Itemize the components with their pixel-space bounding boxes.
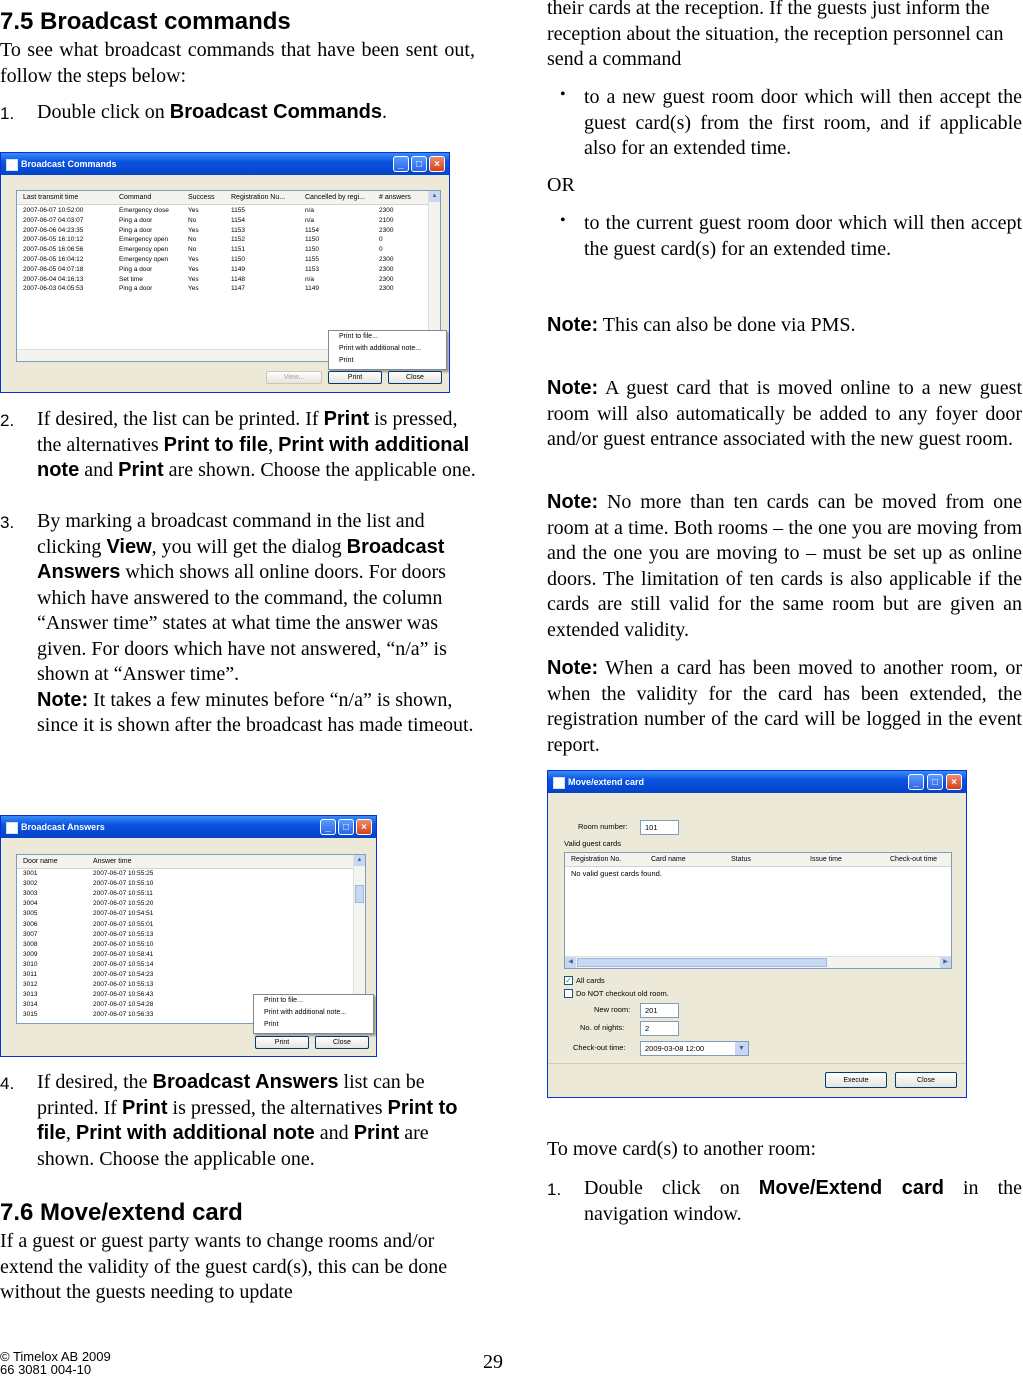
table-cell: 1149 [231, 265, 245, 273]
table-cell: 3005 [23, 910, 38, 918]
table-cell: 2007-06-03 04:05:53 [23, 285, 84, 293]
scroll-up-icon[interactable]: ▲ [429, 191, 440, 202]
menu-item[interactable]: Print with additional note... [264, 1009, 347, 1016]
close-button[interactable]: Close [315, 1036, 369, 1049]
all-cards-checkbox[interactable]: ✓ [565, 976, 572, 985]
column-header: Cancelled by regi... [305, 194, 365, 201]
table-cell: 2300 [379, 285, 394, 293]
nights-label: No. of nights: [580, 1023, 625, 1032]
table-cell: 2007-06-07 10:55:13 [93, 930, 154, 938]
table-cell: 2100 [379, 216, 394, 224]
table-cell: 1153 [305, 265, 319, 273]
table-cell: 2300 [379, 226, 394, 234]
move-intro: To move card(s) to another room: [547, 1138, 817, 1160]
step-4-number: 4. [0, 1074, 15, 1093]
move-extend-card-dialog [547, 770, 967, 1098]
new-room-label: New room: [594, 1005, 631, 1014]
close-icon[interactable]: × [429, 156, 445, 172]
footer-copyright: © Timelox AB 2009 [0, 1349, 111, 1364]
table-cell: 1155 [305, 256, 319, 263]
valid-guest-cards-label: Valid guest cards [564, 839, 621, 848]
table-cell: n/a [305, 216, 315, 224]
vertical-scrollbar[interactable] [428, 191, 440, 350]
move-step-1-number: 1. [547, 1180, 562, 1199]
section-7-6-heading: 7.6 Move/extend card [0, 1199, 243, 1226]
menu-item[interactable]: Print [339, 357, 354, 364]
list-header [17, 855, 365, 869]
table-cell: n/a [305, 207, 315, 214]
checkout-time-select[interactable] [640, 1041, 749, 1056]
dialog-title: Broadcast Answers [21, 822, 105, 832]
move-step-1-text: Double click on Move/Extend card in the navigation window. [584, 1177, 1023, 1225]
scroll-up-icon[interactable]: ▲ [354, 855, 365, 866]
table-cell: Emergency open [119, 236, 169, 244]
column-header: Door name [23, 858, 58, 865]
menu-item[interactable]: Print to file... [264, 997, 303, 1004]
footer-docnum: 66 3081 004-10 [0, 1362, 92, 1377]
table-cell: 1150 [305, 236, 319, 244]
table-cell: 1152 [231, 236, 245, 244]
table-cell: 2007-06-07 10:55:20 [93, 900, 154, 908]
table-cell: Ping a door [119, 216, 153, 224]
close-icon[interactable]: × [356, 819, 372, 835]
or-text: OR [547, 174, 575, 196]
scroll-thumb[interactable] [355, 885, 364, 903]
scroll-thumb[interactable] [577, 958, 827, 967]
column-header: Registration No. [571, 856, 622, 863]
minimize-icon[interactable]: _ [908, 774, 924, 790]
table-cell: Yes [188, 265, 199, 273]
table-cell: Yes [188, 207, 199, 214]
column-header: Command [119, 194, 152, 201]
horizontal-scrollbar[interactable] [565, 956, 951, 968]
section-7-5-intro: To see what broadcast commands that have been sent out, follow the steps below: [0, 39, 475, 87]
table-cell: 1148 [231, 275, 245, 283]
do-not-checkout-checkbox[interactable] [564, 989, 573, 998]
table-cell: 3010 [23, 960, 38, 968]
room-number-label: Room number: [578, 822, 628, 831]
table-cell: Ping a door [119, 285, 153, 293]
table-cell: 2007-06-04 04:16:13 [23, 275, 84, 283]
table-cell: 2007-06-07 10:54:28 [93, 1001, 154, 1009]
close-button[interactable]: Close [895, 1072, 957, 1088]
maximize-icon[interactable]: □ [338, 819, 354, 835]
column-header: Registration Nu... [231, 194, 286, 201]
column-header: Last transmit time [23, 194, 79, 201]
bullet-2-text: to the current guest room door which will then accept the guest card(s) for an extended time. [584, 212, 1022, 260]
title-bar [1, 153, 449, 175]
table-cell: 2007-06-07 10:52:00 [23, 207, 84, 214]
step-1-text: Double click on Broadcast Commands. [37, 101, 388, 123]
column-header: Issue time [810, 856, 842, 863]
table-cell: Yes [188, 275, 199, 283]
table-cell: No [188, 236, 197, 244]
table-cell: Yes [188, 256, 199, 263]
table-cell: 2007-06-07 10:54:23 [93, 971, 154, 978]
list-header [565, 853, 951, 867]
table-cell: 2007-06-05 04:07:18 [23, 265, 84, 273]
table-cell: 1151 [231, 246, 245, 254]
table-cell: 3008 [23, 940, 38, 948]
section-7-5-heading: 7.5 Broadcast commands [0, 8, 291, 35]
column-header: Status [731, 856, 751, 863]
app-icon [553, 777, 565, 789]
table-cell: Emergency open [119, 246, 169, 254]
table-cell: 1150 [231, 256, 245, 263]
table-cell: Yes [188, 226, 199, 234]
table-cell: 3015 [23, 1011, 38, 1019]
table-cell: 1153 [231, 226, 245, 234]
table-cell: 1154 [305, 226, 319, 234]
table-cell: No [188, 246, 197, 254]
table-cell: 2007-06-06 04:23:35 [23, 226, 84, 234]
table-cell: 3012 [23, 981, 38, 989]
table-cell: No [188, 216, 197, 224]
print-context-menu [253, 994, 374, 1034]
table-cell: n/a [305, 275, 315, 283]
table-cell: 0 [379, 246, 383, 254]
column-header: Success [188, 194, 215, 201]
note-pms: Note: This can also be done via PMS. [547, 314, 856, 336]
table-cell: Ping a door [119, 265, 153, 273]
table-cell: 2007-06-07 10:55:14 [93, 960, 154, 968]
bullet-1-text: to a new guest room door which will then accept the guest card(s) from the first room, and if applicable also for an extended time. [584, 86, 1022, 159]
table-cell: 2007-06-05 16:10:12 [23, 236, 84, 244]
dialog-title: Broadcast Commands [21, 159, 117, 169]
valid-cards-list[interactable] [564, 852, 952, 969]
table-cell: Yes [188, 285, 199, 293]
menu-item[interactable]: Print [264, 1021, 279, 1028]
table-cell: 2007-06-05 16:06:56 [23, 246, 84, 254]
title-bar [1, 816, 376, 838]
column-header: Card name [651, 856, 686, 863]
do-not-checkout-label: Do NOT checkout old room. [576, 989, 669, 998]
minimize-icon[interactable]: _ [320, 819, 336, 835]
table-cell: 2300 [379, 207, 394, 214]
table-cell: 3002 [23, 880, 38, 888]
table-cell: 1147 [231, 285, 245, 293]
table-cell: 2007-06-07 10:55:01 [93, 920, 154, 928]
table-cell: 2007-06-07 10:55:10 [93, 880, 154, 888]
print-button[interactable]: Print [328, 371, 382, 384]
table-cell: Ping a door [119, 226, 153, 234]
table-cell: 1155 [231, 207, 245, 214]
broadcast-answers-dialog [0, 815, 377, 1057]
list-header [17, 191, 440, 205]
table-cell: 2007-06-07 10:55:11 [93, 890, 153, 898]
column-header: Check-out time [890, 856, 938, 863]
step-2-text: If desired, the list can be printed. If Print is pressed, the alternatives Print to file, Print with additional note and Print are shown. Choose the applicable one. [37, 408, 476, 481]
maximize-icon[interactable]: □ [927, 774, 943, 790]
column-header: # answers [379, 194, 411, 201]
step-4-text: If desired, the Broadcast Answers list can be printed. If Print is pressed, the alternatives Print to file, Print with additional note and Print are shown. Choose the applicable one. [37, 1071, 458, 1170]
table-cell: 2007-06-07 10:54:51 [93, 910, 154, 918]
continued-paragraph: their cards at the reception. If the guests just inform the reception about the situation, the reception personnel can send a command [547, 0, 1004, 70]
checkout-time-value: 2009-03-08 12:00 [645, 1044, 705, 1053]
column-header: Answer time [93, 858, 132, 865]
table-cell: Emergency open [119, 256, 169, 263]
title-bar [548, 771, 966, 793]
step-2-number: 2. [0, 411, 15, 430]
table-cell: 2300 [379, 265, 394, 273]
checkout-time-label: Check-out time: [573, 1043, 626, 1052]
minimize-icon[interactable]: _ [393, 156, 409, 172]
note-foyer: Note: A guest card that is moved online to a new guest room will also automatically be added to any foyer door and/or guest entrance associated with the new guest room. [547, 377, 1022, 450]
step-1-number: 1. [0, 104, 15, 123]
empty-list-message: No valid guest cards found. [571, 869, 662, 878]
table-cell: 2300 [379, 256, 394, 263]
execute-button[interactable]: Execute [825, 1072, 887, 1088]
table-cell: 3014 [23, 1001, 38, 1009]
table-cell: 2300 [379, 275, 394, 283]
table-cell: Set time [119, 275, 143, 283]
page-number: 29 [483, 1351, 503, 1373]
new-room-input[interactable]: 201 [640, 1003, 679, 1018]
section-7-6-intro: If a guest or guest party wants to change rooms and/or extend the validity of the guest card(s), this can be done without the guests needing to update [0, 1230, 448, 1303]
table-cell: 2007-06-07 10:58:41 [93, 950, 154, 958]
scroll-right-icon[interactable]: ▶ [940, 957, 951, 968]
table-cell: Emergency close [119, 207, 169, 214]
table-cell: 3003 [23, 890, 38, 898]
app-icon [6, 822, 18, 834]
print-context-menu [328, 330, 447, 370]
note-ten-cards: Note: No more than ten cards can be moved from one room at a time. Both rooms – the one you are moving from and the one you are moving to – must be set up as online doors. The limitation of ten cards is also applicable if the cards are still valid for the same room but are given an extended validity. [547, 491, 1022, 641]
nights-input[interactable]: 2 [640, 1021, 679, 1036]
table-cell: 3013 [23, 991, 38, 999]
table-cell: 3006 [23, 920, 38, 928]
chevron-down-icon[interactable]: ▼ [735, 1042, 748, 1055]
table-cell: 2007-06-07 10:55:25 [93, 870, 154, 877]
table-cell: 2007-06-07 10:56:43 [93, 991, 154, 999]
close-button[interactable]: Close [388, 371, 442, 384]
view-button[interactable]: View... [266, 371, 322, 384]
table-cell: 0 [379, 236, 383, 244]
table-cell: 2007-06-07 10:55:13 [93, 981, 154, 989]
step-3-text: By marking a broadcast command in the list and clicking View, you will get the dialog Broadcast Answers which shows all online doors. For doors which have answered to the command, the column “Answer time” states at what time the answer was given. For doors which have not answered, “n/a” is shown at “Answer time”. Note: It takes a few minutes before “n/a” is shown, since it is shown after the broadcast has made timeout. [37, 510, 474, 736]
table-cell: 2007-06-07 10:55:10 [93, 940, 154, 948]
bullet-1-marker: • [560, 86, 566, 103]
table-cell: 2007-06-05 16:04:12 [23, 256, 84, 263]
table-cell: 3011 [23, 971, 37, 978]
note-event-report: Note: When a card has been moved to another room, or when the validity for the card has been extended, the registration number of the card will be logged in the event report. [547, 657, 1022, 756]
room-number-input[interactable]: 101 [640, 820, 679, 835]
menu-item[interactable]: Print with additional note... [339, 345, 422, 352]
maximize-icon[interactable]: □ [411, 156, 427, 172]
step-3-number: 3. [0, 513, 15, 532]
table-cell: 1154 [231, 216, 245, 224]
divider [548, 1063, 966, 1064]
dialog-title: Move/extend card [568, 777, 645, 787]
table-cell: 3004 [23, 900, 38, 908]
scroll-left-icon[interactable]: ◀ [565, 957, 576, 968]
close-icon[interactable]: × [946, 774, 962, 790]
all-cards-label: All cards [576, 976, 605, 985]
table-cell: 3001 [23, 870, 38, 877]
broadcast-commands-dialog [0, 152, 450, 393]
table-cell: 3007 [23, 930, 38, 938]
print-button[interactable]: Print [255, 1036, 309, 1049]
bullet-2-marker: • [560, 212, 566, 229]
table-cell: 1149 [305, 285, 319, 293]
table-cell: 2007-06-07 10:56:33 [93, 1011, 154, 1019]
menu-item[interactable]: Print to file... [339, 333, 378, 340]
table-cell: 3009 [23, 950, 38, 958]
table-cell: 1150 [305, 246, 319, 254]
table-cell: 2007-06-07 04:03:07 [23, 216, 84, 224]
app-icon [6, 159, 18, 171]
